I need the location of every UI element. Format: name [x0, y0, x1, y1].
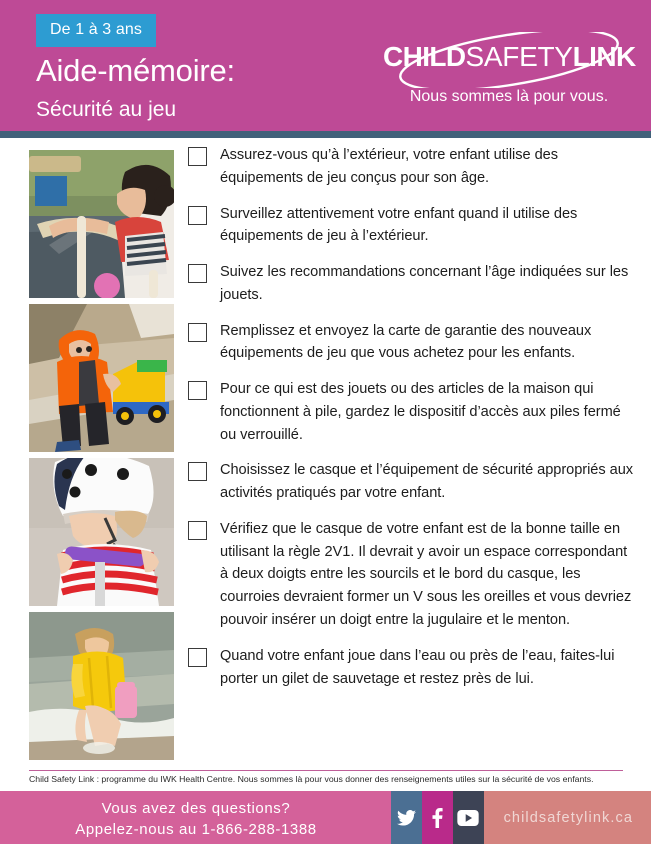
contact-block: [0, 799, 392, 840]
checklist-item[interactable]: [188, 320, 636, 366]
checklist-item-text: Surveillez attentivement votre enfant quand il utilise des équipements de jeu à l’extérieur.: [220, 205, 578, 245]
checkbox-icon[interactable]: [188, 147, 207, 166]
social-links: [391, 791, 651, 844]
checklist-item[interactable]: [188, 378, 636, 446]
checklist-item-text: Suivez les recommandations concernant l’âge indiquées sur les jouets.: [220, 264, 629, 303]
youtube-icon: [457, 810, 479, 826]
checklist-item-text: Vérifiez que le casque de votre enfant est de la bonne taille en utilisant la règle 2V1. Il devrait y avoir un espace correspondant à deux doigts entre les sourcils et le bord du casque, les courroies devraient former un V sous les oreilles et vous devriez pouvoir insérer un doigt entre la jugulaire et le menton.: [220, 520, 632, 629]
content-area: [0, 138, 651, 768]
contact-question: Vous avez des questions?: [101, 800, 291, 817]
checklist-item-text: Quand votre enfant joue dans l’eau ou près de l’eau, faites-lui porter un gilet de sauvetage et restez près de lui.: [220, 647, 615, 687]
website-url[interactable]: childsafetylink.ca: [484, 791, 651, 844]
checkbox-icon[interactable]: [188, 381, 207, 400]
header-divider: [0, 131, 651, 138]
logo-safety: SAFETY: [465, 41, 573, 72]
checklist-item[interactable]: [188, 203, 636, 249]
checklist-item[interactable]: [188, 144, 636, 190]
checkbox-icon[interactable]: [188, 323, 207, 342]
page-header: [0, 0, 651, 131]
photo-toddler-truck: [29, 304, 174, 452]
youtube-link[interactable]: [453, 791, 484, 844]
page-title: Aide-mémoire:: [36, 53, 235, 88]
checklist-item-text: Remplissez et envoyez la carte de garantie des nouveaux équipements de jeu que vous achetez pour les enfants.: [220, 322, 592, 362]
twitter-icon: [397, 810, 416, 826]
checkbox-icon[interactable]: [188, 264, 207, 283]
facebook-icon: [432, 808, 443, 828]
checklist-item-text: Assurez-vous qu’à l’extérieur, votre enfant utilise des équipements de jeu conçus pour son âge.: [220, 147, 558, 186]
facebook-link[interactable]: [422, 791, 453, 844]
page-footer: [0, 791, 651, 844]
photo-lifejacket-beach: [29, 612, 174, 760]
photo-column: [29, 150, 174, 766]
smallprint-text: Child Safety Link : programme du IWK Health Centre. Nous sommes là pour vous donner des renseignements utiles sur la sécurité de vos enfants.: [29, 774, 594, 784]
logo-tagline: Nous sommes là pour vous.: [409, 88, 609, 105]
page-subtitle: Sécurité au jeu: [36, 98, 177, 121]
checkbox-icon[interactable]: [188, 206, 207, 225]
logo-link: LINK: [572, 41, 636, 72]
brand-logo: [383, 32, 635, 114]
photo-playground-girl: [29, 150, 174, 298]
checklist-item[interactable]: [188, 459, 636, 505]
logo-child: CHILD: [383, 41, 466, 72]
checklist-item-text: Pour ce qui est des jouets ou des articles de la maison qui fonctionnent à pile, gardez le dispositif d’accès aux piles fermé ou verrouillé.: [220, 381, 621, 443]
contact-phone: Appelez-nous au 1-866-288-1388: [75, 820, 317, 838]
logo-wordmark: [383, 43, 635, 71]
photo-helmet-child: [29, 458, 174, 606]
checkbox-icon[interactable]: [188, 648, 207, 667]
checkbox-icon[interactable]: [188, 521, 207, 540]
checklist-item-text: Choisissez le casque et l’équipement de sécurité appropriés aux activités pratiqués par votre enfant.: [220, 462, 634, 502]
smallprint-divider: [29, 770, 623, 771]
checklist: [188, 144, 636, 703]
checkbox-icon[interactable]: [188, 462, 207, 481]
checklist-item[interactable]: [188, 518, 636, 632]
checklist-item[interactable]: [188, 261, 636, 307]
twitter-link[interactable]: [391, 791, 422, 844]
age-range-badge: De 1 à 3 ans: [36, 14, 156, 47]
checklist-item[interactable]: [188, 645, 636, 691]
